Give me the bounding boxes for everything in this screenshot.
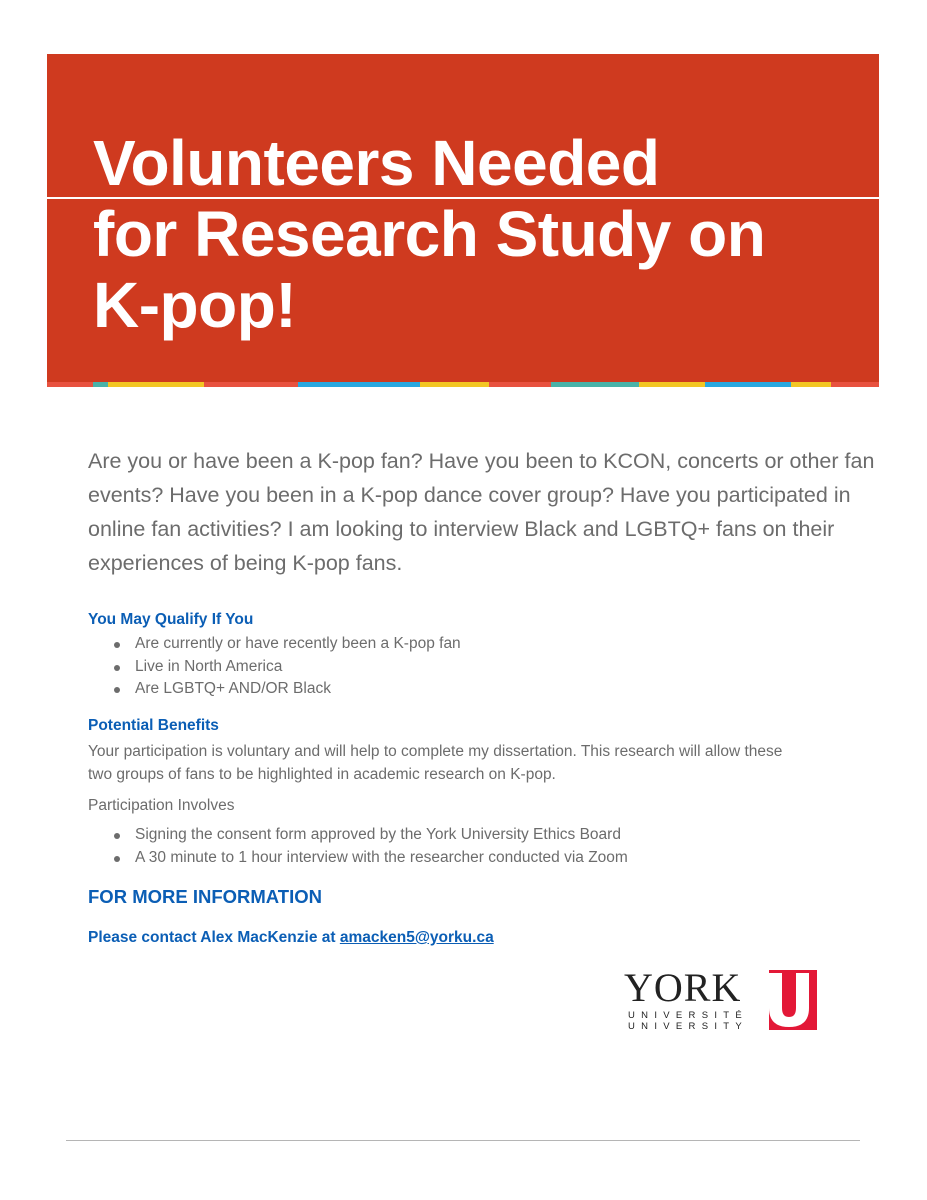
stripe-segment: [831, 382, 879, 387]
color-stripe: [47, 382, 879, 387]
contact-prefix: Please contact Alex MacKenzie at: [88, 929, 340, 946]
stripe-segment: [420, 382, 489, 387]
benefits-text: Your participation is voluntary and will help to complete my dissertation. This research will allow these two groups of fans to be highlighted in academic research on K-pop.: [88, 743, 783, 783]
title-line-3: K-pop!: [93, 269, 297, 341]
logo-universite: UNIVERSITÉ: [628, 1010, 749, 1021]
york-u-logo-icon: [755, 970, 817, 1030]
contact-line: [88, 928, 494, 948]
stripe-segment: [204, 382, 298, 387]
qualify-list: [88, 633, 461, 701]
more-info-heading: FOR MORE INFORMATION: [88, 886, 322, 907]
stripe-segment: [489, 382, 551, 387]
benefits-heading: Potential Benefits: [88, 717, 219, 734]
title-line-1: Volunteers Needed: [93, 127, 660, 199]
footer-divider: [66, 1140, 860, 1141]
stripe-segment: [108, 382, 204, 387]
bullet-icon: [114, 833, 120, 839]
list-item-text: Signing the consent form approved by the York University Ethics Board: [135, 826, 621, 843]
stripe-segment: [705, 382, 791, 387]
stripe-segment: [791, 382, 831, 387]
bullet-icon: [114, 642, 120, 648]
york-university-logo: [624, 965, 820, 1032]
page-title: [93, 128, 765, 341]
involves-list: [88, 824, 628, 869]
list-item: [88, 678, 461, 701]
logo-wordmark: YORK: [624, 965, 742, 1010]
list-item: [88, 633, 461, 656]
involves-label: Participation Involves: [88, 797, 235, 814]
logo-university: UNIVERSITY: [628, 1021, 749, 1032]
bullet-icon: [114, 687, 120, 693]
list-item-text: Are currently or have recently been a K-pop fan: [135, 635, 461, 652]
stripe-segment: [298, 382, 420, 387]
list-item: [88, 656, 461, 679]
intro-paragraph: Are you or have been a K-pop fan? Have you been to KCON, concerts or other fan events? Have you been in a K-pop dance cover group? Have you participated in online fan activities? I am looking to interview Black and LGBTQ+ fans on their experiences of being K-pop fans.: [88, 449, 875, 575]
email-link[interactable]: amacken5@yorku.ca: [339, 929, 494, 946]
list-item-text: Are LGBTQ+ AND/OR Black: [135, 680, 331, 697]
title-line-2: for Research Study on: [93, 198, 766, 270]
stripe-segment: [639, 382, 705, 387]
list-item-text: A 30 minute to 1 hour interview with the researcher conducted via Zoom: [135, 848, 628, 866]
qualify-heading: You May Qualify If You: [88, 611, 254, 628]
stripe-segment: [551, 382, 639, 387]
bullet-icon: [114, 856, 120, 862]
bullet-icon: [114, 665, 120, 671]
stripe-segment: [93, 382, 108, 387]
list-item-text: Live in North America: [135, 657, 283, 675]
list-item: [88, 847, 628, 870]
stripe-segment: [47, 382, 93, 387]
list-item: [88, 824, 628, 847]
